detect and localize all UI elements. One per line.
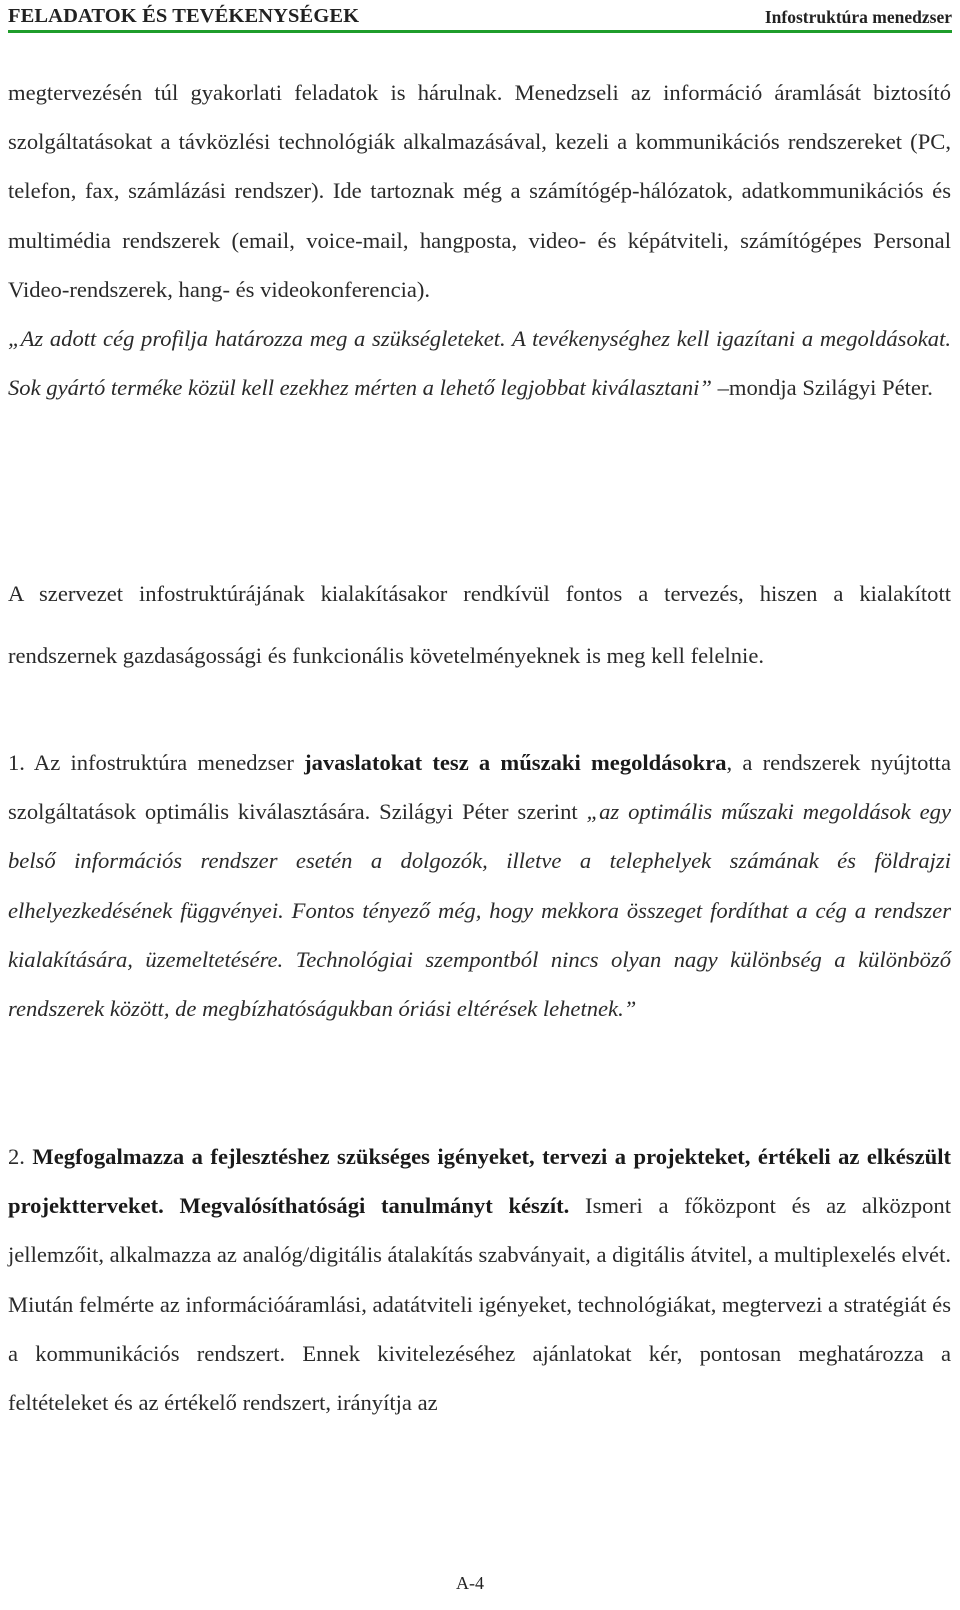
paragraph-3	[8, 738, 951, 1033]
paragraph-4-prefix: 2.	[8, 1144, 33, 1169]
paragraph-2-text: A szervezet infostruktúrájának kialakításakor rendkívül fontos a tervezés, hiszen a kialakított rendszernek gazdaságossági és funkcionális követelményeknek is meg kell felelnie.	[8, 581, 951, 668]
paragraph-1-quote: „Az adott cég profilja határozza meg a szükségleteket. A tevékenységhez kell igazítani a megoldásokat. Sok gyártó terméke közül kell ezekhez mérten a lehető legjobbat kiválasztani”	[8, 326, 951, 401]
paragraph-4-bold: Megfogalmazza a fejlesztéshez szükséges igényeket, tervezi a projekteket, értékeli az elkészült projektterveket. Megvalósíthatósági tanulmányt készít.	[8, 1144, 951, 1219]
paragraph-2	[8, 563, 951, 687]
header-rule	[8, 30, 952, 33]
paragraph-3-prefix: 1. Az infostruktúra menedzser	[8, 750, 305, 775]
header-document-title: Infostruktúra menedzser	[764, 7, 952, 27]
paragraph-4-text: Ismeri a főközpont és az alközpont jellemzőit, alkalmazza az analóg/digitális átalakítás szabványait, a digitális átvitel, a multiplexelés elvét. Miután felmérte az információáramlási, adatátviteli igényeket, technológiákat, megtervezi a stratégiát és a kommunikációs rendszert. Ennek kivitelezéséhez ajánlatokat kér, pontosan meghatározza a feltételeket és az értékelő rendszert, irányítja az	[8, 1193, 951, 1416]
header-section-title: FELADATOK ÉS TEVÉKENYSÉGEK	[8, 5, 360, 27]
paragraph-3-mid: , a rendszerek nyújtotta szolgáltatások optimális kiválasztására. Szilágyi Péter szerint	[8, 750, 951, 825]
paragraph-4	[8, 1132, 951, 1427]
page-number: A-4	[456, 1573, 484, 1593]
paragraph-1-attribution: –mondja Szilágyi Péter.	[711, 375, 933, 401]
paragraph-3-bold: javaslatokat tesz a műszaki megoldásokra	[304, 750, 727, 775]
page-header	[8, 2, 952, 32]
paragraph-3-quote: „az optimális műszaki megoldások egy belső információs rendszer esetén a dolgozók, illetve a telephelyek számának és földrajzi elhelyezkedésének függvényei. Fontos tényező még, hogy mekkora összeget fordíthat a cég a rendszer kialakítására, üzemeltetésére. Technológiai szempontból nincs olyan nagy különbség a különböző rendszerek között, de megbízhatóságukban óriási eltérések lehetnek.”	[8, 799, 951, 1022]
paragraph-1	[8, 68, 951, 412]
paragraph-1-text: megtervezésén túl gyakorlati feladatok is hárulnak. Menedzseli az információ áramlását biztosító szolgáltatásokat a távközlési technológiák alkalmazásával, kezeli a kommunikációs rendszereket (PC, telefon, fax, számlázási rendszer). Ide tartoznak még a számítógép-hálózatok, adatkommunikációs és multimédia rendszerek (email, voice-mail, hangposta, video- és képátviteli, számítógépes Personal Video-rendszerek, hang- és videokonferencia).	[8, 80, 951, 302]
